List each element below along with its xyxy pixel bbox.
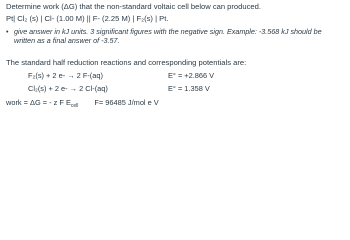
potential-chlorine: E° = 1.358 V [168,84,210,93]
reaction-fluorine: F₂(s) + 2 e- → 2 F-(aq) [28,71,103,80]
work-formula-row [6,98,159,111]
cell-notation: Pt| Cl₂ (s) | Cl- (1.00 M) || F- (2.25 M) | F₂(s) | Pt. [6,14,169,23]
work-formula-subscript: cell [70,103,79,109]
bullet-icon: • [6,27,9,36]
instruction-bullet [6,27,344,45]
instruction-text: give answer in kJ units. 3 significant figures with the negative sign. Example: -3.568 kJ should be written as a final answer of -3.57. [14,27,322,45]
question-panel [0,0,350,116]
potential-fluorine: E° = +2.866 V [168,71,215,80]
work-formula: work = ΔG = - z F E [6,98,71,107]
reaction-chlorine: Cl₂(s) + 2 e- → 2 Cl-(aq) [28,84,108,93]
reactions-header: The standard half reduction reactions and corresponding potentials are: [6,58,247,67]
faraday-constant: F= 96485 J/mol e V [94,98,159,107]
question-text: Determine work (ΔG) that the non-standard voltaic cell below can produced. [6,2,261,11]
